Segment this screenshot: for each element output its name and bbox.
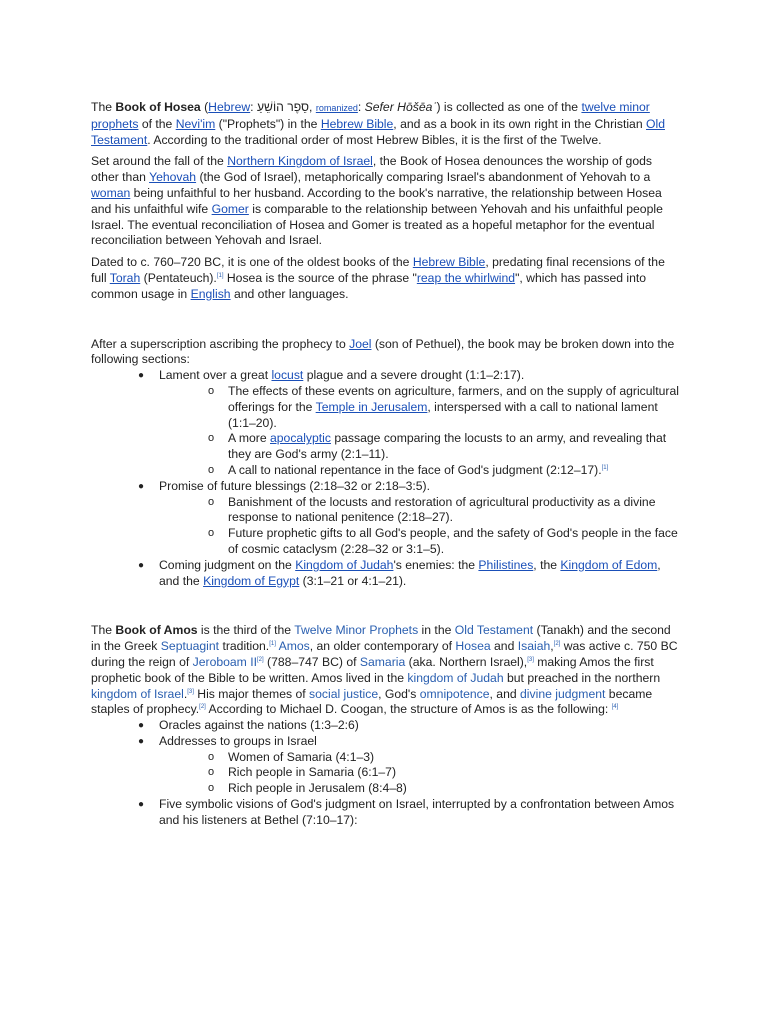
locust-link[interactable]: locust: [271, 368, 304, 383]
hosea-dating-paragraph: Dated to c. 760–720 BC, it is one of the oldest books of the Hebrew Bible, predating final recensions of the full Torah (Pentateuch).[1] Hosea is the source of the phrase "reap the whirlwind", which has passed into common usage in English and other languages.: [91, 255, 665, 301]
sub-list-item: o Banishment of the locusts and restoration of agricultural productivity as a divine response to national penitence (2:18–27).: [208, 494, 656, 525]
sub-bullet-icon: o: [208, 782, 215, 795]
torah-link[interactable]: Torah: [109, 270, 141, 285]
sub-list: [159, 495, 681, 558]
reference-marker[interactable]: [1]: [601, 464, 609, 471]
sub-list-item: o Future prophetic gifts to all God's people, and the safety of God's people in the face of cosmic cataclysm (2:28–32 or 3:1–5).: [208, 526, 678, 556]
document-body: [91, 100, 681, 829]
reference-marker[interactable]: [1]: [269, 641, 276, 648]
reference-marker[interactable]: [2]: [553, 641, 561, 648]
amos-title: Book of Amos: [115, 623, 198, 638]
reference-marker[interactable]: [1]: [216, 272, 224, 279]
sub-bullet-icon: o: [208, 527, 215, 540]
old-testament-link[interactable]: Old Testament: [91, 116, 665, 147]
bullet-icon: ●: [138, 559, 145, 571]
sub-list-item: o A more apocalyptic passage comparing the locusts to an army, and revealing that they are God's army (2:1–11).: [208, 431, 667, 462]
bullet-icon: ●: [138, 480, 145, 492]
divine-judgment-link[interactable]: divine judgment: [520, 686, 606, 701]
philistines-link[interactable]: Philistines: [478, 557, 534, 572]
septuagint-link[interactable]: Septuagint: [160, 639, 220, 654]
old-testament-link-2[interactable]: Old Testament: [454, 623, 534, 638]
reference-marker[interactable]: [2]: [257, 656, 264, 663]
kingdom-of-judah-link-2[interactable]: kingdom of Judah: [407, 670, 504, 685]
gomer-link[interactable]: Gomer: [211, 201, 249, 216]
joel-link[interactable]: Joel: [349, 336, 372, 351]
samaria-link[interactable]: Samaria: [359, 654, 406, 669]
sub-bullet-icon: o: [208, 463, 215, 476]
sub-list: [159, 750, 681, 797]
hebrew-link[interactable]: Hebrew: [208, 100, 251, 114]
bullet-icon: ●: [138, 799, 145, 811]
woman-link[interactable]: woman: [91, 185, 131, 200]
sub-bullet-icon: o: [208, 432, 215, 445]
isaiah-link[interactable]: Isaiah: [517, 639, 551, 654]
amos-structure-list: [91, 718, 681, 829]
reference-marker[interactable]: [3]: [187, 688, 194, 695]
list-item: ● Oracles against the nations (1:3–2:6): [138, 718, 359, 733]
hebrew-bible-link-2[interactable]: Hebrew Bible: [412, 255, 486, 270]
list-item: ● Coming judgment on the Kingdom of Judah's enemies: the Philistines, the Kingdom of Edom, and the Kingdom of Egypt (3:1–21 or 4:1–21).: [138, 557, 661, 588]
amos-intro-paragraph: The Book of Amos is the third of the Twelve Minor Prophets in the Old Testament (Tanakh) and the second in the Greek Septuagint tradition.[1] Amos, an older contemporary of Hosea and Isaiah,[2] was active c. 750 BC during the reign of Jeroboam II[2] (788–747 BC) of Samaria (aka. Northern Israel),[3] making Amos the first prophetic book of the Bible to be written. Amos lived in the kingdom of Judah but preached in the northern kingdom of Israel.[3] His major themes of social justice, God's omnipotence, and divine judgment became staples of prophecy.[2] According to Michael D. Coogan, the structure of Amos is as the following: [4]: [91, 623, 678, 717]
sub-list-item: o Rich people in Samaria (6:1–7): [208, 765, 397, 780]
list-item: ● Promise of future blessings (2:18–32 or 2:18–3:5). o Banishment of the locusts and restoration of agricultural productivity as a divine response to national penitence (2:18–27). o Future prophetic gifts to all God's people, and the safety of God's people in the face of cosmic cataclysm (2:28–32 or 3:1–5).: [91, 479, 681, 558]
bullet-icon: ●: [138, 370, 145, 382]
twelve-minor-prophets-link-2[interactable]: Twelve Minor Prophets: [294, 623, 419, 638]
reap-the-whirlwind-link[interactable]: reap the whirlwind: [416, 270, 516, 285]
hosea-link[interactable]: Hosea: [455, 639, 491, 654]
transliteration: Sefer Hōšēaʿ: [364, 100, 437, 114]
romanized-link[interactable]: romanized: [315, 103, 358, 113]
neviim-link[interactable]: Nevi'im: [175, 116, 216, 131]
reference-marker[interactable]: [3]: [527, 656, 534, 663]
amos-link[interactable]: Amos: [278, 639, 310, 654]
omnipotence-link[interactable]: omnipotence: [419, 686, 490, 701]
northern-kingdom-link[interactable]: Northern Kingdom of Israel: [227, 154, 373, 169]
hosea-summary-paragraph: Set around the fall of the Northern Kingdom of Israel, the Book of Hosea denounces the worship of gods other than Yehovah (the God of Israel), metaphorically comparing Israel's abandonment of Yehovah to a woman being unfaithful to her husband. According to the book's narrative, the relationship between Hosea and his unfaithful wife Gomer is comparable to the relationship between Yehovah and his unfaithful people Israel. The eventual reconciliation of Hosea and Gomer is treated as a hopeful metaphor for the eventual reconciliation between Yehovah and Israel.: [91, 154, 663, 248]
reference-marker[interactable]: [2]: [199, 704, 206, 711]
text: The: [91, 100, 116, 114]
bullet-icon: ●: [138, 720, 145, 732]
reference-marker[interactable]: [4]: [611, 704, 619, 711]
kingdom-of-israel-link[interactable]: kingdom of Israel: [91, 686, 184, 701]
sub-list-item: o Rich people in Jerusalem (8:4–8): [208, 781, 407, 796]
list-item: ● Addresses to groups in Israel o Women of Samaria (4:1–3) o Rich people in Samaria (6:1–7) o Rich people in Jerusalem (8:4–8): [91, 734, 681, 797]
bullet-icon: ●: [138, 735, 145, 747]
sub-list-item: o The effects of these events on agriculture, farmers, and on the supply of agricultural offerings for the Temple in Jerusalem, interspersed with a call to national lament (1:1–20).: [208, 383, 679, 430]
apocalyptic-link[interactable]: apocalyptic: [270, 431, 331, 446]
hosea-intro-paragraph: The Book of Hosea (Hebrew: סֵפֶר הוֹשֵׁעַ, romanized: Sefer Hōšēaʿ) is collected as one of the twelve minor prophets of the Nevi'im ("Prophets") in the Hebrew Bible, and as a book in its own right in the Christian Old Testament. According to the traditional order of most Hebrew Bibles, it is the first of the Twelve.: [91, 100, 665, 147]
twelve-minor-prophets-link[interactable]: twelve minor prophets: [91, 100, 650, 131]
sub-bullet-icon: o: [208, 384, 215, 397]
sub-list: [159, 384, 681, 479]
sub-list-item: o Women of Samaria (4:1–3): [208, 749, 375, 764]
list-item: ● Five symbolic visions of God's judgment on Israel, interrupted by a confrontation between Amos and his listeners at Bethel (7:10–17):: [138, 797, 675, 827]
english-link[interactable]: English: [190, 286, 231, 301]
hebrew-text: סֵפֶר הוֹשֵׁעַ: [256, 100, 310, 114]
sub-bullet-icon: o: [208, 766, 215, 779]
hosea-title: Book of Hosea: [115, 100, 201, 114]
sub-bullet-icon: o: [208, 495, 215, 508]
joel-sections-list: [91, 368, 681, 589]
social-justice-link[interactable]: social justice: [309, 686, 379, 701]
kingdom-of-egypt-link[interactable]: Kingdom of Egypt: [203, 573, 300, 588]
kingdom-of-edom-link[interactable]: Kingdom of Edom: [560, 557, 658, 572]
hebrew-bible-link[interactable]: Hebrew Bible: [320, 116, 394, 131]
kingdom-of-judah-link[interactable]: Kingdom of Judah: [295, 557, 394, 572]
joel-intro-paragraph: After a superscription ascribing the prophecy to Joel (son of Pethuel), the book may be broken down into the following sections:: [91, 336, 675, 367]
list-item: ● Lament over a great locust plague and a severe drought (1:1–2:17). o The effects of these events on agriculture, farmers, and on the supply of agricultural offerings for the Temple in Jerusalem, interspersed with a call to national lament (1:1–20). o A more apocalyptic passage comparing the locusts to an army, and revealing that they are God's army (2:1–11). o A call to national repentance in the face of God's judgment (2:12–17).[1]: [91, 368, 681, 479]
jeroboam-ii-link[interactable]: Jeroboam II: [192, 654, 257, 669]
temple-in-jerusalem-link[interactable]: Temple in Jerusalem: [315, 399, 428, 414]
sub-list-item: o A call to national repentance in the face of God's judgment (2:12–17).[1]: [208, 462, 609, 477]
sub-bullet-icon: o: [208, 750, 215, 763]
yehovah-link[interactable]: Yehovah: [149, 170, 197, 185]
